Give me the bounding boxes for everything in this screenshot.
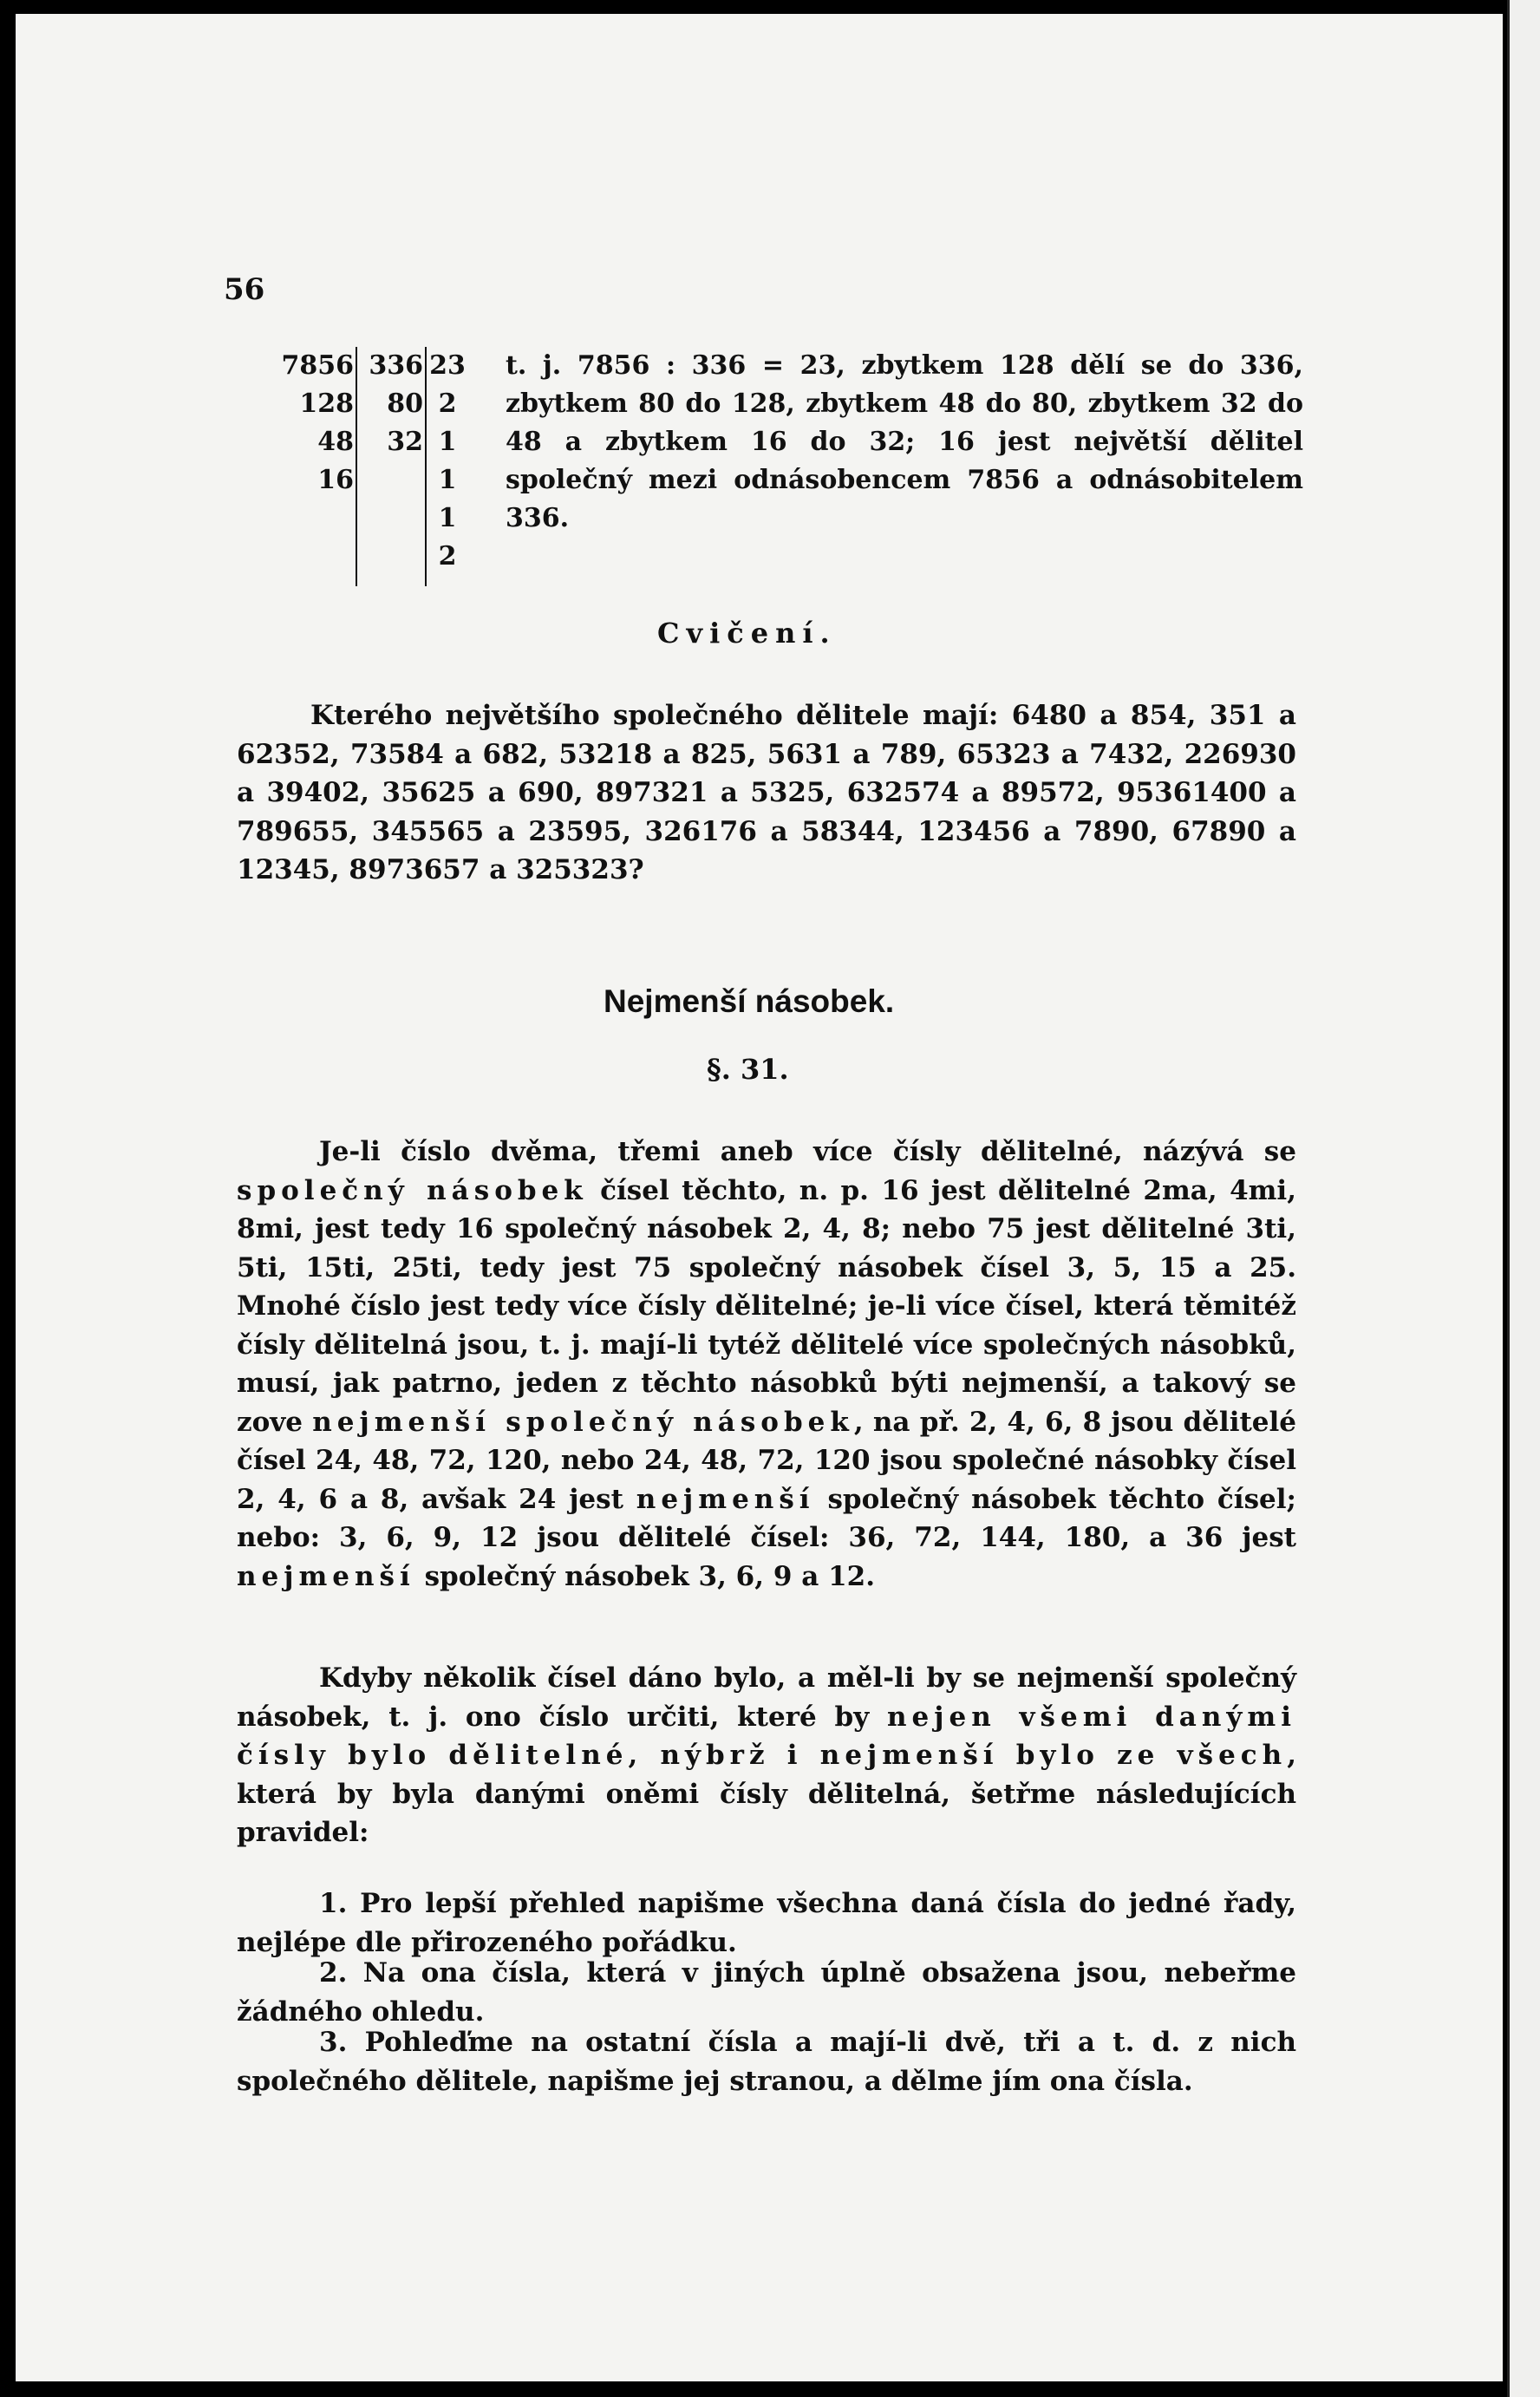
emphasized-term: nejen všemi danými čísly bylo dělitelné, nýbrž i nejmenší bylo ze všech: [237, 1701, 1296, 1771]
section-title: Nejmenší násobek.: [604, 983, 895, 1019]
text-run: společný násobek těchto čísel; nebo: 3, 6, 9, 12 jsou dělitelé čísel: 36, 72, 144, 180, a 36 jest: [237, 1483, 1296, 1553]
division-cell: 23: [429, 350, 466, 381]
rule-item: 2. Na ona čísla, která v jiných úplně obsažena jsou, nebeřme žádného ohledu.: [237, 1957, 1296, 2028]
division-cell: 336: [369, 350, 423, 381]
adjacent-page-edge: [1507, 0, 1540, 2397]
division-cell: 1: [438, 427, 457, 457]
division-cell: 80: [387, 389, 423, 419]
exercise-title: Cvičení.: [657, 617, 837, 650]
book-page: [16, 14, 1503, 2381]
text-run: Je-li číslo dvěma, třemi aneb více čísly dělitelné, názývá se: [319, 1136, 1296, 1167]
division-column-quotient: [427, 347, 468, 576]
division-cell: 1: [438, 503, 457, 533]
division-cell: 2: [438, 389, 457, 419]
emphasized-term: nejmenší: [636, 1483, 815, 1515]
page-number: 56: [224, 272, 265, 307]
rule-item: 3. Pohleďme na ostatní čísla a mají-li dvě, tři a t. d. z nich společného dělitele, napišme jej stranou, a dělme jím ona čísla.: [237, 2027, 1296, 2097]
rule-item: 1. Pro lepší přehled napišme všechna daná čísla do jedné řady, nejlépe dle přirozeného pořádku.: [237, 1888, 1296, 1958]
section-number: §. 31.: [707, 1053, 789, 1086]
text-run: společný násobek 3, 6, 9 a 12.: [414, 1560, 876, 1592]
division-cell: 2: [438, 541, 457, 571]
text-run: , na př. 2, 4, 6, 8 jsou dělitelé čísel 24, 48, 72, 120, nebo 24, 48, 72, 120 jsou společné násobky čísel 2, 4, 6 a 8, avšak 24 jest: [237, 1406, 1297, 1515]
exercise-text: Kterého největšího společného dělitele mají: 6480 a 854, 351 a 62352, 73584 a 682, 53218 a 825, 5631 a 789, 65323 a 7432, 226930 a 39402, 35625 a 690, 897321 a 5325, 632574 a 89572, 95361400 a 789655, 345565 a 23595, 326176 a 58344, 123456 a 7890, 67890 a 12345, 8973657 a 325323?: [237, 700, 1296, 885]
division-cell: 128: [299, 389, 354, 419]
division-cell: 48: [317, 427, 354, 457]
division-column-dividend: [260, 347, 354, 500]
division-column-divisor: [357, 347, 423, 461]
emphasized-term: společný násobek: [237, 1174, 588, 1206]
division-cell: 32: [387, 427, 423, 457]
rules-intro-paragraph: [237, 1659, 1296, 1852]
definition-paragraph: [237, 1133, 1296, 1596]
text-run: Kdyby několik čísel dáno bylo, a měl-li by se nejmenší společný násobek, t. j. ono číslo určiti, které by: [237, 1662, 1296, 1733]
division-cell: 7856: [281, 350, 354, 381]
text-run: čísel těchto, n. p. 16 jest dělitelné 2ma, 4mi, 8mi, jest tedy 16 společný násobek 2, 4, 8; nebo 75 jest dělitelné 3ti, 5ti, 15ti, 25ti, tedy jest 75 společný násobek čísel 3, 5, 15 a 25. Mnohé číslo jest tedy více čísly dělitelné; je-li více čísel, která těmitéž čísly dělitelná jsou, t. j. mají-li tytéž dělitelé více společných násobků, musí, jak patrno, jeden z těchto násobků býti nejmenší, a takový se zove: [237, 1174, 1297, 1438]
text-run: , která by byla danými oněmi čísly dělitelná, šetřme následujících pravidel:: [237, 1740, 1296, 1848]
emphasized-term: nejmenší: [237, 1560, 415, 1592]
division-cell: 1: [438, 465, 457, 495]
division-explanation: t. j. 7856 : 336 = 23, zbytkem 128 dělí se do 336, zbytkem 80 do 128, zbytkem 48 do 80, zbytkem 32 do 48 a zbytkem 16 do 32; 16 jest největší dělitel společný mezi odnásobencem 7856 a odnásobitelem 336.: [506, 350, 1303, 533]
division-cell: 16: [317, 465, 354, 495]
emphasized-term: nejmenší společný násobek: [312, 1406, 854, 1438]
